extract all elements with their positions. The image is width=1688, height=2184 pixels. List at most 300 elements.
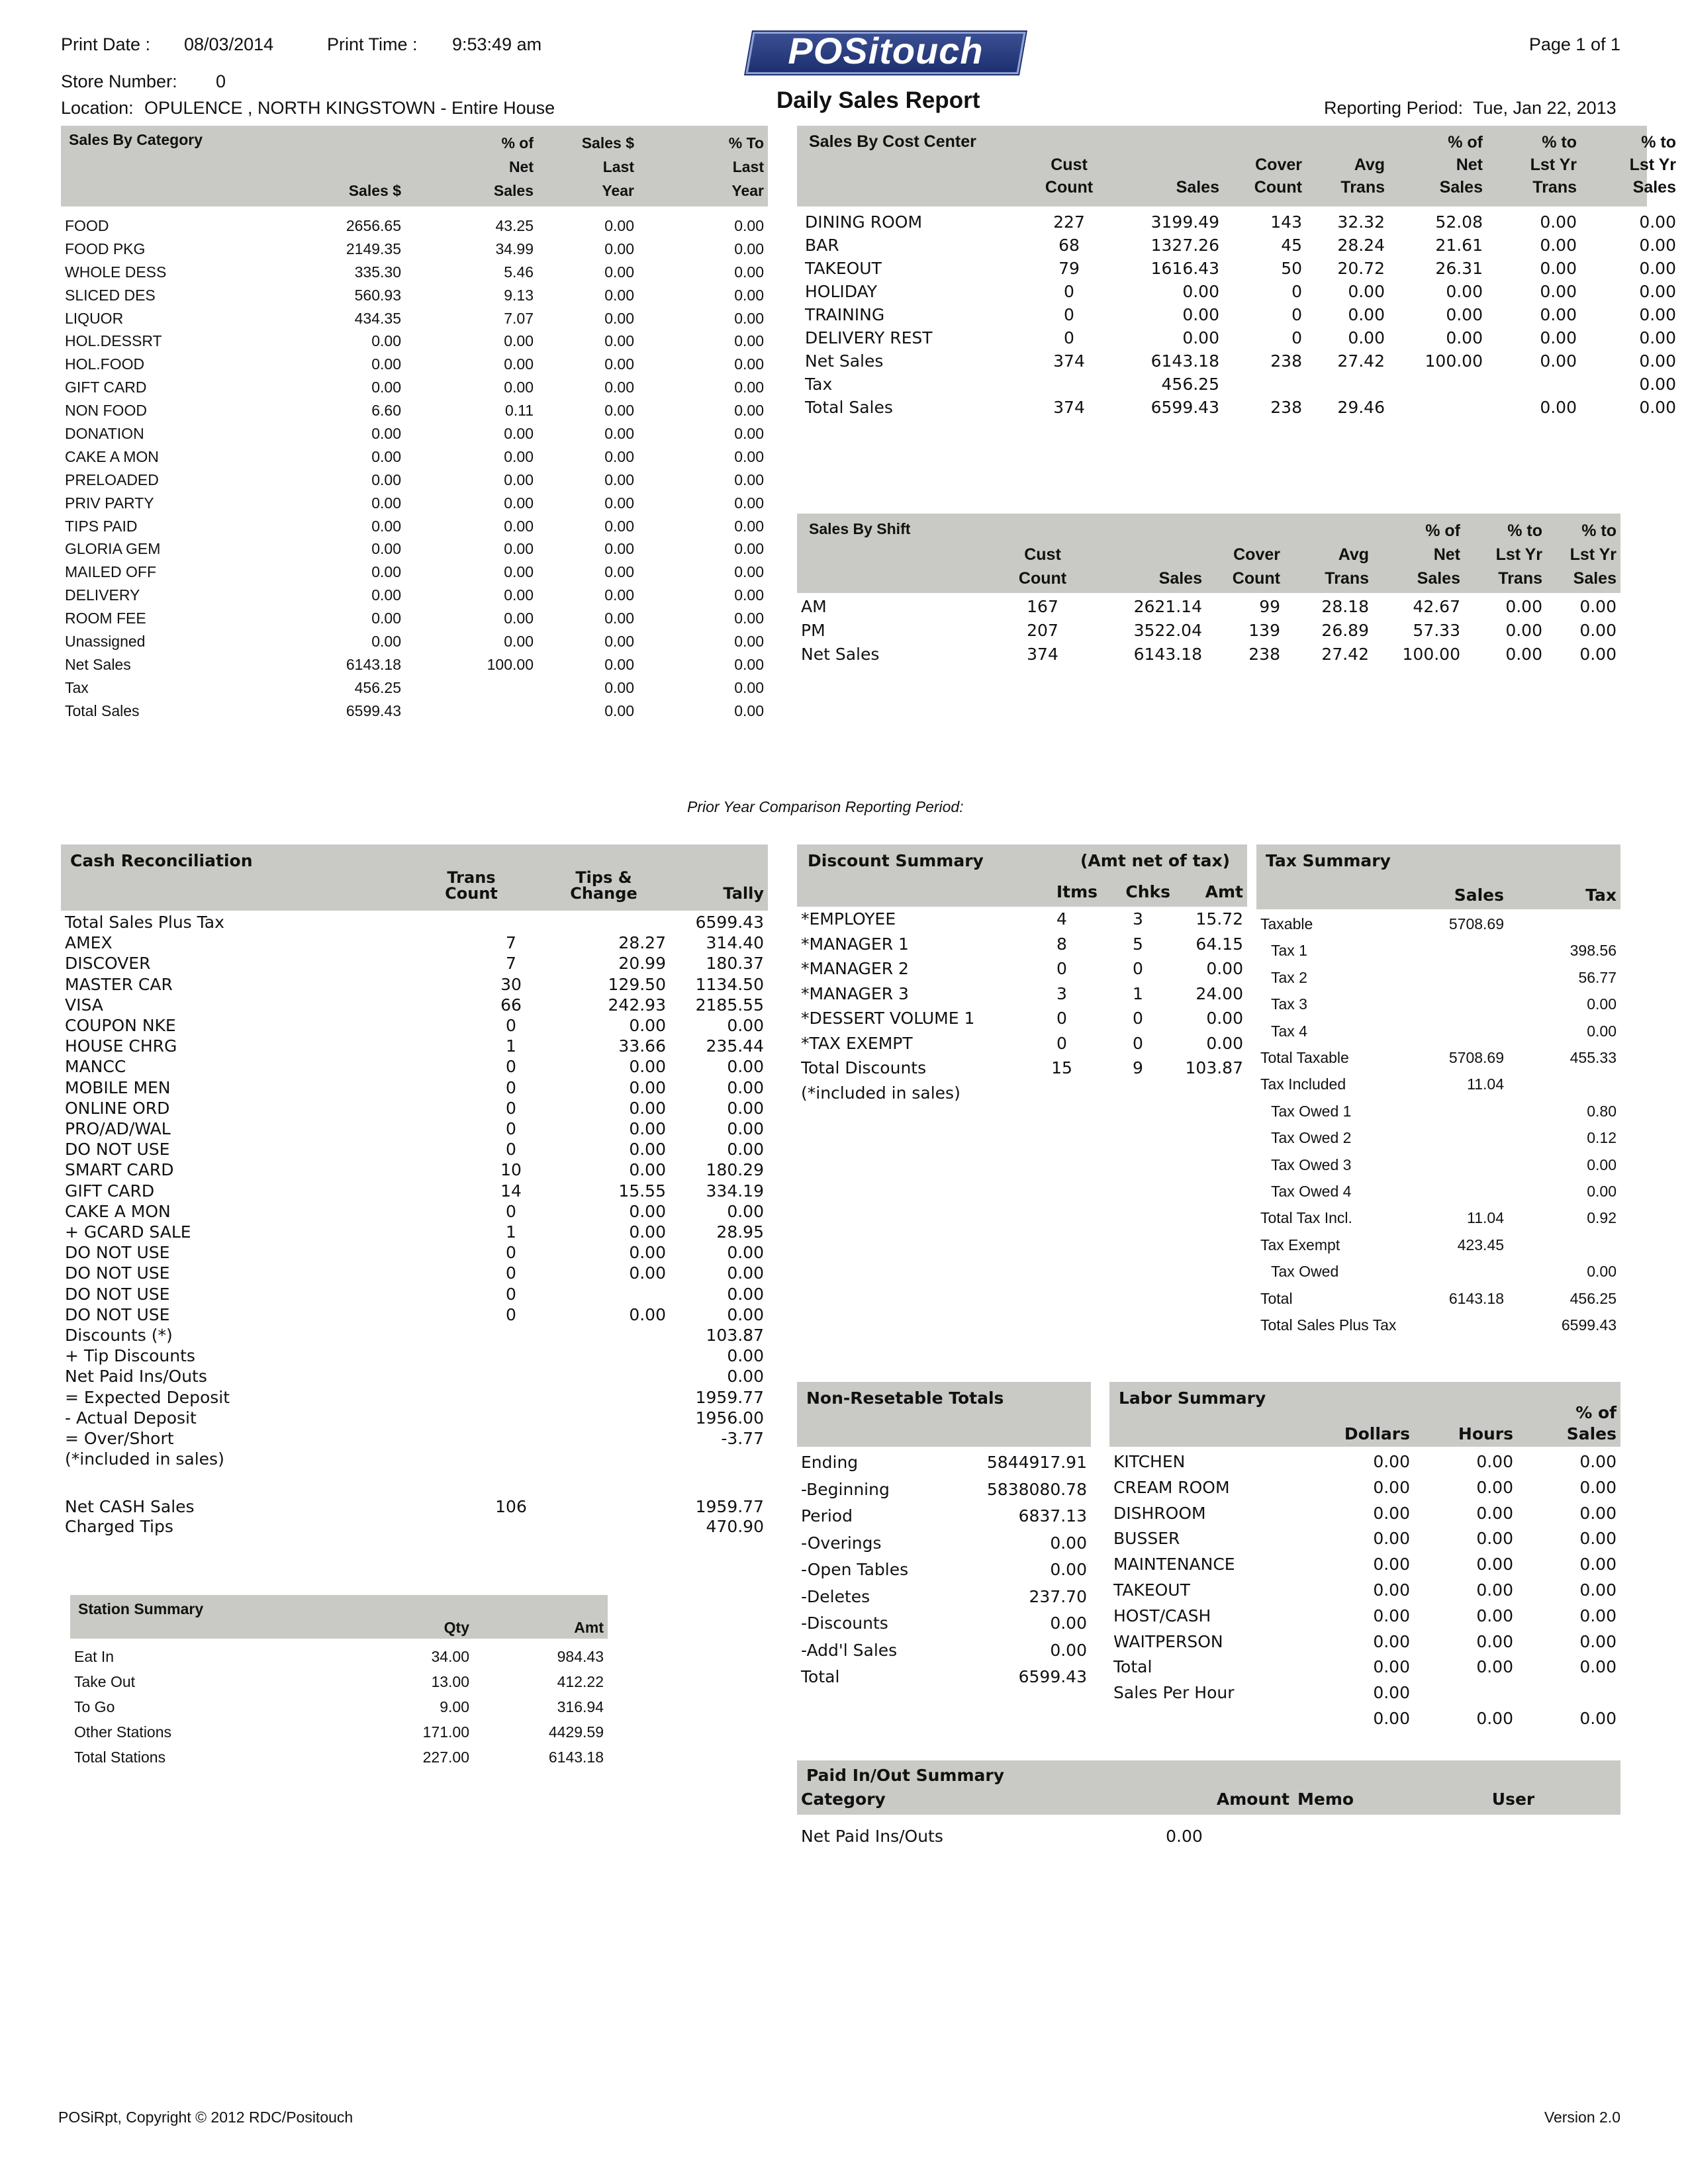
discount-row: [797, 956, 1247, 981]
location-label: Location:: [61, 98, 134, 118]
labor-cell: CREAM ROOM: [1113, 1477, 1230, 1497]
header-row: [1109, 1400, 1620, 1424]
category-cell: 0.00: [504, 517, 534, 535]
category-cell: 0.00: [504, 494, 534, 512]
column-header: Trans: [1325, 569, 1369, 588]
labor-cell: KITCHEN: [1113, 1452, 1186, 1471]
tax-row: [1256, 1018, 1620, 1044]
labor-cell: 0.00: [1373, 1503, 1410, 1523]
column-header: % to: [1641, 132, 1676, 152]
column-header: Net: [1456, 155, 1483, 174]
labor-cell: 0.00: [1579, 1477, 1617, 1497]
category-cell: 0.00: [734, 517, 764, 535]
column-header: % of: [1425, 521, 1460, 540]
cost-center-row: [801, 373, 1680, 396]
cost-center-row: [801, 280, 1680, 303]
header-spacer: [1109, 1400, 1308, 1424]
cash-recon-cell: MASTER CAR: [65, 974, 173, 994]
category-cell: 0.00: [371, 586, 401, 604]
cost-center-cell: 0.00: [1540, 328, 1577, 347]
tax-cell: 5708.69: [1448, 915, 1504, 933]
category-cell: 0.00: [604, 610, 634, 627]
header-spacer: [1256, 886, 1402, 905]
tax-cell: 11.04: [1467, 1075, 1504, 1093]
labor-row: [1109, 1526, 1620, 1552]
labor-row: [1109, 1604, 1620, 1629]
category-row: [61, 492, 768, 515]
non-resetable-cell: -Open Tables: [801, 1560, 909, 1579]
cash-recon-headers: [61, 870, 768, 901]
tax-cell: 0.80: [1587, 1102, 1617, 1120]
cost-center-cell: 0: [1064, 305, 1074, 324]
category-cell: Tax: [65, 678, 89, 696]
non-resetable-cell: -Deletes: [801, 1586, 870, 1606]
discount-cell: [1102, 1081, 1174, 1106]
station-cell: 34.00: [431, 1648, 469, 1665]
cost-center-cell: 0.00: [1348, 328, 1385, 347]
cash-recon-cell: DO NOT USE: [65, 1263, 170, 1283]
header-row: [61, 870, 768, 886]
cost-center-cell: 0.00: [1540, 282, 1577, 301]
cash-recon-cell: 1134.50: [695, 974, 764, 994]
tax-row: [1256, 1285, 1620, 1312]
cash-recon-cell: VISA: [65, 995, 103, 1015]
labor-cell: 0.00: [1476, 1631, 1513, 1651]
category-row: [61, 353, 768, 376]
station-cell: 4429.59: [548, 1723, 604, 1741]
category-cell: DONATION: [65, 424, 144, 442]
category-cell: GLORIA GEM: [65, 540, 161, 558]
cash-recon-cell: + Tip Discounts: [65, 1346, 195, 1366]
shift-cell: 3522.04: [1133, 620, 1202, 640]
category-cell: ROOM FEE: [65, 610, 146, 627]
discount-row: [797, 1006, 1247, 1031]
cash-recon-cell: = Expected Deposit: [65, 1387, 230, 1407]
category-cell: CAKE A MON: [65, 447, 159, 465]
non-resetable-row: [797, 1503, 1091, 1530]
non-resetable-cell: 6837.13: [1018, 1506, 1087, 1525]
header-spacer: [70, 1619, 373, 1637]
header-spacer: [1308, 1400, 1414, 1424]
column-header: Lst Yr: [1570, 545, 1617, 564]
cash-recon-cell: [564, 1284, 670, 1304]
cost-center-cell: 6143.18: [1150, 351, 1219, 371]
cash-recon-cell: Total Sales Plus Tax: [65, 913, 224, 932]
tax-headers: [1256, 886, 1620, 905]
cash-recon-row: [61, 933, 768, 953]
cash-recon-cell: 30: [500, 974, 522, 994]
cash-recon-row: [61, 1160, 768, 1180]
shift-cell: 207: [1027, 620, 1058, 640]
cash-recon-row: [61, 1201, 768, 1222]
cash-recon-cell: 0.00: [629, 1119, 666, 1139]
cash-recon-cell: 0.00: [727, 1098, 764, 1118]
cash-recon-cell: 2185.55: [695, 995, 764, 1015]
cash-recon-cell: [458, 1428, 564, 1449]
cash-recon-row: [61, 1077, 768, 1098]
discount-cell: 0.00: [1206, 1009, 1243, 1028]
category-cell: 6143.18: [346, 655, 401, 673]
category-row: [61, 561, 768, 584]
cash-recon-cell: [458, 1366, 564, 1387]
cost-center-cell: 0: [1064, 328, 1074, 347]
category-cell: 0.00: [604, 586, 634, 604]
category-cell: 0.00: [371, 540, 401, 558]
labor-cell: 0.00: [1373, 1606, 1410, 1625]
category-row: [61, 584, 768, 607]
category-cell: 6599.43: [346, 702, 401, 719]
column-header: User: [1491, 1790, 1535, 1809]
column-header: Change: [570, 884, 637, 903]
tax-cell: [1415, 1152, 1508, 1178]
cash-recon-cell: 0: [506, 1140, 516, 1160]
location: OPULENCE , NORTH KINGSTOWN - Entire House: [144, 98, 555, 118]
cash-recon-cell: [458, 1325, 564, 1345]
cash-recon-cell: [564, 1517, 670, 1537]
cost-center-cell: 0.00: [1540, 398, 1577, 417]
category-row: [61, 445, 768, 469]
cash-recon-cell: [564, 1449, 670, 1469]
non-resetable-cell: 237.70: [1029, 1586, 1087, 1606]
tax-table: [1256, 911, 1620, 1339]
cost-center-cell: DELIVERY REST: [805, 328, 933, 347]
non-resetable-cell: Period: [801, 1506, 853, 1525]
labor-cell: 0.00: [1579, 1708, 1617, 1728]
cash-recon-cell: 0: [506, 1284, 516, 1304]
cash-recon-cell: [458, 1449, 564, 1469]
cash-recon-cell: 1959.77: [695, 1387, 764, 1407]
labor-row: [1109, 1680, 1620, 1706]
cost-center-cell: 0.00: [1446, 305, 1483, 324]
logo-text: POSitouch: [788, 30, 984, 71]
discount-cell: 0: [1056, 1009, 1067, 1028]
non-resetable-cell: 5844917.91: [986, 1453, 1087, 1472]
cash-recon-cell: 0.00: [727, 1077, 764, 1097]
category-cell: 0.00: [734, 240, 764, 257]
cash-recon-footer: [61, 1497, 768, 1537]
cash-recon-row: [61, 1098, 768, 1118]
labor-cell: 0.00: [1579, 1631, 1617, 1651]
cost-center-cell: 0.00: [1639, 375, 1676, 394]
tax-cell: Tax Exempt: [1260, 1236, 1340, 1253]
cash-recon-cell: 14: [500, 1181, 522, 1201]
cash-recon-cell: [458, 1408, 564, 1428]
station-cell: 13.00: [431, 1673, 469, 1690]
column-header: [797, 567, 993, 590]
tax-cell: Tax 1: [1271, 942, 1307, 960]
cash-recon-row: [61, 1263, 768, 1283]
tax-row: [1256, 937, 1620, 964]
category-cell: MAILED OFF: [65, 563, 157, 581]
column-header: Trans: [1498, 569, 1542, 588]
labor-table: [1109, 1449, 1620, 1732]
tax-cell: Tax Included: [1260, 1075, 1346, 1093]
column-header: Sales: [1158, 569, 1202, 588]
cost-center-cell: 0.00: [1540, 351, 1577, 371]
cash-recon-cell: 0.00: [727, 1263, 764, 1283]
category-row: [61, 653, 768, 676]
cost-center-cell: 32.32: [1337, 212, 1385, 232]
shift-row: [797, 618, 1620, 642]
column-header: Sales $: [581, 134, 634, 152]
category-cell: 0.00: [504, 632, 534, 650]
non-resetable-table: [797, 1449, 1091, 1691]
report-title: Daily Sales Report: [776, 87, 980, 113]
cash-recon-cell: 470.90: [706, 1517, 764, 1536]
category-cell: 0.00: [734, 263, 764, 281]
tax-row: [1256, 1312, 1620, 1338]
cash-recon-row: [61, 1449, 768, 1469]
column-header: Last: [602, 158, 634, 175]
tax-cell: [1415, 991, 1508, 1017]
footer-version: Version 2.0: [1544, 2109, 1620, 2126]
cost-center-cell: HOLIDAY: [805, 282, 878, 301]
paid-inout-table: [797, 1827, 1620, 1846]
tax-row: [1256, 964, 1620, 991]
shift-cell: 6143.18: [1133, 644, 1202, 664]
station-row: [70, 1719, 608, 1745]
labor-row: [1109, 1706, 1620, 1732]
cash-recon-cell: 0.00: [727, 1201, 764, 1221]
labor-cell: Sales Per Hour: [1113, 1683, 1235, 1703]
category-cell: LIQUOR: [65, 309, 124, 327]
shift-cell: 0.00: [1505, 620, 1542, 640]
cost-center-cell: 0: [1291, 282, 1302, 301]
tax-cell: [1415, 1258, 1508, 1285]
column-header: Cust: [1024, 545, 1061, 564]
category-cell: Net Sales: [65, 655, 131, 673]
category-row: [61, 238, 768, 261]
cost-center-headers: [801, 131, 1680, 199]
category-cell: 0.00: [734, 216, 764, 234]
discount-table: [797, 907, 1247, 1105]
station-cell: Take Out: [74, 1673, 136, 1690]
column-header: [1092, 543, 1206, 567]
cash-recon-cell: 1959.77: [695, 1497, 764, 1516]
tax-row: [1256, 911, 1620, 937]
cost-center-cell: 27.42: [1337, 351, 1385, 371]
cash-recon-cell: PRO/AD/WAL: [65, 1119, 171, 1139]
cost-center-cell: TAKEOUT: [805, 259, 882, 278]
category-cell: 0.00: [734, 655, 764, 673]
cost-center-cell: 227: [1053, 212, 1085, 232]
cash-recon-row: [61, 1325, 768, 1345]
cost-center-cell: 0.00: [1446, 328, 1483, 347]
cash-recon-cell: CAKE A MON: [65, 1201, 171, 1221]
non-resetable-row: [797, 1637, 1091, 1664]
labor-cell: 0.00: [1373, 1580, 1410, 1600]
column-header: Sales: [1417, 569, 1460, 588]
labor-cell: TAKEOUT: [1113, 1580, 1190, 1600]
cost-center-cell: 79: [1058, 259, 1080, 278]
shift-cell: 167: [1027, 596, 1058, 616]
shift-title: Sales By Shift: [809, 520, 911, 537]
column-header: Count: [1045, 177, 1094, 197]
labor-row: [1109, 1475, 1620, 1501]
shift-cell: 0.00: [1505, 596, 1542, 616]
column-header: Lst Yr: [1629, 155, 1676, 174]
cash-recon-cell: 0.00: [629, 1243, 666, 1263]
discount-cell: 5: [1133, 934, 1143, 954]
category-cell: 7.07: [504, 309, 534, 327]
cost-center-cell: 50: [1281, 259, 1302, 278]
category-cell: 2656.65: [346, 216, 401, 234]
cash-recon-cell: Net CASH Sales: [65, 1497, 195, 1516]
category-cell: 0.00: [604, 517, 634, 535]
cash-recon-cell: 10: [500, 1160, 522, 1180]
discount-cell: 0: [1056, 1033, 1067, 1053]
category-row: [61, 214, 768, 238]
cash-recon-row: [61, 1056, 768, 1077]
header-row: [61, 886, 768, 901]
header-row: [1256, 886, 1620, 905]
cost-center-row: [801, 303, 1680, 326]
shift-cell: 0.00: [1579, 596, 1617, 616]
cash-recon-cell: 0: [506, 1201, 516, 1221]
cash-recon-cell: [564, 1497, 670, 1517]
cash-recon-cell: 0.00: [629, 1077, 666, 1097]
tax-title: Tax Summary: [1266, 851, 1391, 870]
cost-center-cell: 6599.43: [1150, 398, 1219, 417]
discount-row: [797, 1056, 1247, 1081]
shift-cell: 0.00: [1505, 644, 1542, 664]
category-cell: 0.00: [604, 447, 634, 465]
category-cell: 0.00: [734, 355, 764, 373]
cash-recon-cell: [458, 1345, 564, 1366]
non-resetable-row: [797, 1477, 1091, 1504]
cost-center-title: Sales By Cost Center: [809, 132, 976, 151]
labor-cell: WAITPERSON: [1113, 1631, 1223, 1651]
cash-recon-cell: MOBILE MEN: [65, 1077, 171, 1097]
shift-cell: 100.00: [1402, 644, 1460, 664]
cost-center-cell: Tax: [805, 375, 833, 394]
cost-center-cell: 68: [1058, 236, 1080, 255]
category-cell: 0.00: [504, 332, 534, 350]
shift-row: [797, 594, 1620, 618]
cash-recon-cell: 0: [506, 1057, 516, 1077]
non-resetable-cell: -Discounts: [801, 1614, 888, 1633]
print-time: 9:53:49 am: [452, 34, 542, 54]
tax-cell: 423.45: [1457, 1236, 1504, 1253]
cash-recon-cell: 7: [506, 954, 516, 974]
column-header: Year: [602, 181, 634, 199]
tax-cell: 0.00: [1587, 995, 1617, 1013]
cost-center-cell: [1487, 373, 1581, 396]
labor-cell: Total: [1113, 1657, 1152, 1677]
shift-cell: 139: [1248, 620, 1280, 640]
category-cell: 0.00: [604, 563, 634, 581]
category-row: [61, 330, 768, 353]
cost-center-cell: 238: [1270, 398, 1302, 417]
category-row: [61, 284, 768, 307]
discount-row: [797, 932, 1247, 957]
net-cash-row: [61, 1497, 768, 1517]
labor-cell: 0.00: [1476, 1529, 1513, 1549]
category-cell: 0.00: [734, 379, 764, 396]
tax-cell: Tax 3: [1271, 995, 1307, 1013]
header-row: [1109, 1424, 1620, 1443]
cost-center-cell: 0.00: [1540, 236, 1577, 255]
category-cell: 0.00: [604, 678, 634, 696]
tax-cell: Tax 2: [1271, 968, 1307, 986]
cash-recon-row: [61, 1242, 768, 1263]
category-cell: 0.00: [371, 563, 401, 581]
cash-recon-cell: HOUSE CHRG: [65, 1036, 177, 1056]
tax-row: [1256, 1098, 1620, 1124]
category-cell: FOOD: [65, 216, 109, 234]
cash-recon-cell: [670, 1449, 768, 1469]
discount-cell: 24.00: [1196, 983, 1243, 1003]
column-header: [670, 870, 768, 886]
cost-center-cell: 143: [1270, 212, 1302, 232]
category-cell: 9.13: [504, 286, 534, 304]
labor-cell: 0.00: [1476, 1477, 1513, 1497]
non-resetable-cell: Total: [801, 1667, 840, 1686]
discount-cell: *MANAGER 3: [801, 983, 909, 1003]
category-cell: 0.00: [604, 216, 634, 234]
discount-row: [797, 1081, 1247, 1106]
cost-center-cell: 3199.49: [1150, 212, 1219, 232]
cash-recon-cell: 0.00: [629, 1098, 666, 1118]
cash-recon-row: [61, 1118, 768, 1139]
tax-cell: Tax Owed 1: [1271, 1102, 1352, 1120]
tax-cell: Total Taxable: [1260, 1049, 1349, 1067]
cash-recon-cell: 0.00: [629, 1263, 666, 1283]
header-row: [61, 131, 768, 155]
category-cell: PRELOADED: [65, 471, 159, 488]
cash-recon-cell: 0.00: [629, 1222, 666, 1242]
category-row: [61, 307, 768, 330]
header-spacer: [61, 886, 405, 901]
category-cell: 43.25: [495, 216, 534, 234]
column-header: Avg: [1354, 155, 1385, 174]
cash-recon-cell: [458, 1387, 564, 1408]
cost-center-cell: 100.00: [1425, 351, 1483, 371]
column-header: Sales: [1176, 177, 1219, 197]
header-row: [70, 1619, 608, 1637]
station-row: [70, 1669, 608, 1694]
header-row: [61, 179, 768, 203]
column-header: % to: [1581, 521, 1617, 540]
cash-recon-cell: 0.00: [629, 1057, 666, 1077]
cash-recon-cell: COUPON NKE: [65, 1016, 176, 1036]
non-resetable-cell: 0.00: [1050, 1614, 1087, 1633]
category-cell: 0.00: [371, 379, 401, 396]
cash-recon-cell: (*included in sales): [65, 1449, 224, 1469]
cost-center-cell: 0: [1064, 282, 1074, 301]
cost-center-cell: 0.00: [1639, 351, 1676, 371]
category-cell: 0.00: [734, 402, 764, 420]
header-spacer: [797, 882, 1022, 901]
tax-cell: 0.00: [1587, 1263, 1617, 1281]
cost-center-cell: TRAINING: [805, 305, 885, 324]
column-header: [61, 155, 405, 179]
column-header: Count: [1254, 177, 1302, 197]
category-cell: 5.46: [504, 263, 534, 281]
category-cell: 0.00: [504, 379, 534, 396]
labor-cell: 0.00: [1476, 1580, 1513, 1600]
labor-row: [1109, 1552, 1620, 1578]
cash-recon-cell: 0.00: [727, 1304, 764, 1324]
category-row: [61, 376, 768, 399]
page-indicator: Page 1 of 1: [1528, 34, 1620, 54]
cash-recon-title: Cash Reconciliation: [70, 851, 253, 870]
labor-cell: 0.00: [1476, 1452, 1513, 1471]
non-resetable-cell: 0.00: [1050, 1560, 1087, 1579]
non-resetable-cell: 0.00: [1050, 1640, 1087, 1660]
column-header: [801, 176, 1019, 199]
header-row: [797, 543, 1620, 567]
